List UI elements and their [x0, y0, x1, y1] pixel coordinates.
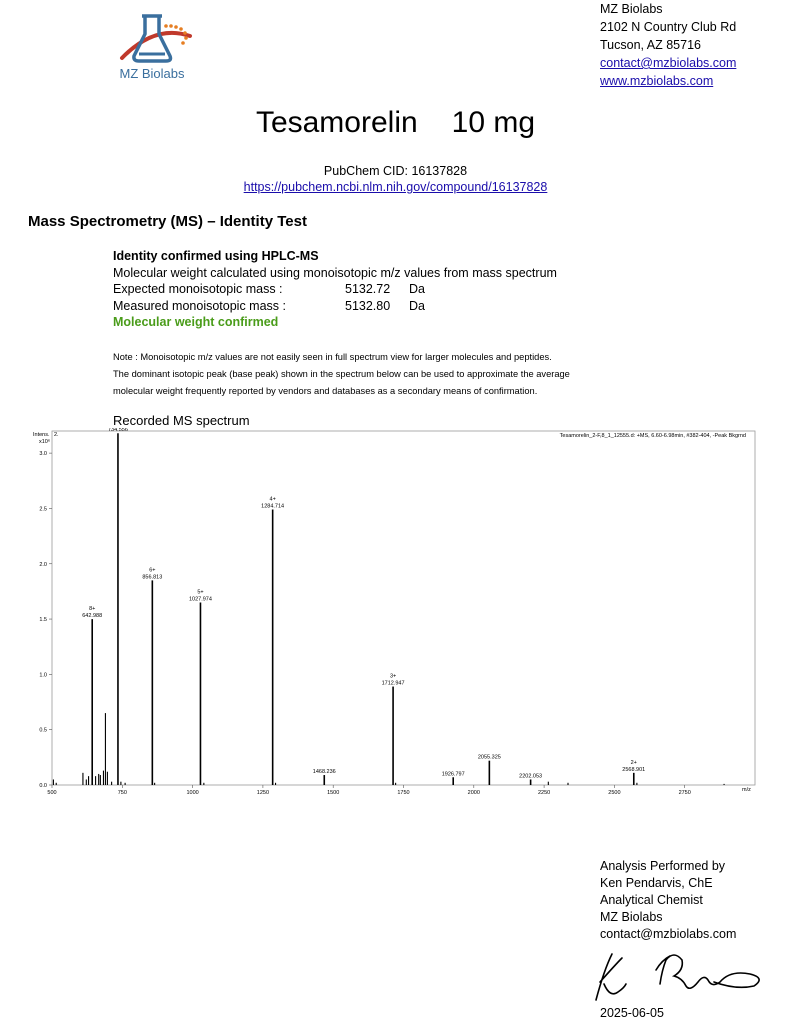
x-tick-label: 750: [117, 790, 127, 796]
handwritten-signature: [590, 940, 770, 1002]
address-line: Tucson, AZ 85716: [600, 38, 701, 52]
peak-mz-label: 734.556: [108, 428, 128, 434]
x-tick-label: 1250: [256, 790, 270, 796]
company-address: [600, 0, 736, 90]
expected-mass-value: 5132.72: [345, 282, 391, 296]
ms-spectrum-chart: [0, 428, 791, 805]
chart-title: Tesamorelin_2-F,8_1_12555.d: +MS, 6.60-6.98min, #382-404, -Peak Bkgrnd: [559, 433, 746, 439]
section-heading: Mass Spectrometry (MS) – Identity Test: [28, 213, 307, 230]
analysis-line: Analysis Performed by: [600, 859, 726, 873]
analyst-company: MZ Biolabs: [600, 910, 663, 924]
pubchem-cid: PubChem CID: 16137828: [323, 164, 468, 178]
logo-text: MZ Biolabs: [119, 66, 185, 81]
pubchem-info: [0, 163, 791, 195]
peak-charge-label: 6+: [149, 567, 156, 574]
peak-mz-label: 642.988: [82, 613, 103, 620]
peak-mz-label: 2202.053: [519, 773, 543, 780]
note: [113, 349, 673, 400]
identity-heading: Identity confirmed using HPLC-MS: [113, 249, 319, 263]
peak-mz-label: 1468.236: [312, 769, 336, 776]
y-tick-label: 2.0: [39, 561, 47, 568]
identity-description: Molecular weight calculated using monoisotopic m/z values from mass spectrum: [113, 265, 557, 280]
y-tick-label: 1.0: [39, 672, 47, 679]
peak-mz-label: 2055.325: [477, 754, 501, 761]
note-line: The dominant isotopic peak (base peak) shown in the spectrum below can be used to approximate the average: [113, 369, 570, 379]
analyst-title: Analytical Chemist: [600, 893, 703, 907]
x-tick-label: 2250: [537, 790, 551, 796]
x-tick-label: 2750: [678, 790, 691, 796]
y-tick-label: 3.0: [39, 451, 47, 458]
y-tick-label: 2.5: [39, 506, 47, 513]
plot-frame: [52, 431, 755, 785]
analysis-signoff: [600, 858, 736, 943]
analyst-email: contact@mzbiolabs.com: [600, 927, 737, 941]
y-axis-label: Intens.: [33, 432, 50, 438]
measured-mass-value: 5132.80: [345, 298, 391, 313]
measured-mass-label: Measured monoisotopic mass :: [113, 298, 286, 313]
page-title: [0, 106, 791, 140]
product-amount: 10 mg: [451, 106, 536, 139]
pubchem-link[interactable]: https://pubchem.ncbi.nlm.nih.gov/compound/16137828: [243, 180, 548, 194]
ms-spectrum-svg: [0, 428, 791, 800]
peak-mz-label: 1027.974: [188, 596, 212, 603]
y-tick-label: 0.0: [39, 783, 47, 789]
measured-mass-unit: Da: [409, 298, 425, 313]
note-line: Note : Monoisotopic m/z values are not easily seen in full spectrum view for larger molecules and peptides.: [113, 352, 552, 362]
email-link[interactable]: contact@mzbiolabs.com: [600, 56, 737, 70]
peak-charge-label: 3+: [389, 673, 397, 680]
x-tick-label: 1000: [186, 790, 199, 796]
y-tick-label: 1.5: [39, 617, 47, 624]
peak-mz-label: 1712.947: [381, 680, 405, 687]
peak-mz-label: 1926.797: [441, 771, 465, 778]
peak-charge-label: 4+: [269, 496, 276, 503]
address-line: 2102 N Country Club Rd: [600, 20, 737, 34]
peak-charge-label: 5+: [197, 589, 204, 596]
peak-charge-label: 2+: [630, 759, 637, 766]
peak-charge-label: 8+: [89, 606, 96, 613]
y-axis-label-extra: 2.: [54, 432, 59, 438]
identity-results: [113, 248, 557, 331]
analyst-name: Ken Pendarvis, ChE: [600, 876, 713, 890]
y-axis-exponent: x10⁶: [39, 439, 51, 445]
note-line: molecular weight frequently reported by vendors and databases as a secondary means of confirmation.: [113, 386, 538, 396]
measured-mass-row: [113, 298, 557, 315]
peak-mz-label: 856.813: [142, 574, 163, 581]
x-axis-label: m/z: [742, 787, 751, 793]
x-tick-label: 1750: [397, 790, 410, 796]
signature: [590, 940, 770, 1007]
address-line: MZ Biolabs: [600, 2, 663, 16]
x-tick-label: 2000: [467, 790, 480, 796]
spectrum-caption: Recorded MS spectrum: [113, 413, 250, 428]
expected-mass-unit: Da: [409, 282, 425, 296]
peak-mz-label: 2568.901: [622, 766, 646, 773]
expected-mass-row: [113, 281, 557, 298]
analysis-date: 2025-06-05: [600, 1006, 664, 1020]
x-tick-label: 2500: [608, 790, 621, 796]
x-tick-label: 500: [47, 790, 57, 796]
product-name: Tesamorelin: [255, 106, 418, 139]
website-link[interactable]: www.mzbiolabs.com: [600, 74, 714, 88]
expected-mass-label: Expected monoisotopic mass :: [113, 282, 283, 296]
y-tick-label: 0.5: [39, 727, 47, 734]
peak-mz-label: 1284.714: [261, 503, 285, 510]
confirmation-status: Molecular weight confirmed: [113, 315, 279, 329]
x-tick-label: 1500: [327, 790, 340, 796]
